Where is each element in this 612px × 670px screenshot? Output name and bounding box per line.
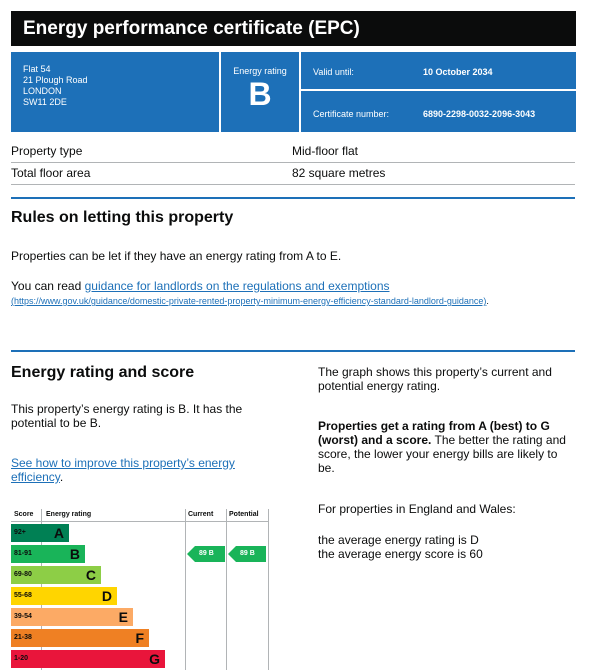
- rating-column-header: Energy rating: [46, 511, 92, 518]
- average-score: the average energy score is 60: [318, 547, 483, 561]
- property-type-label: Property type: [11, 144, 83, 158]
- improve-efficiency-link[interactable]: See how to improve this property’s energy efficiency: [11, 456, 235, 484]
- improve-paragraph: [11, 456, 281, 484]
- guidance-url-link[interactable]: (https://www.gov.uk/guidance/domestic-private-rented-property-minimum-energy-efficiency-standard-landlord-guidance): [11, 296, 487, 306]
- certificate-summary: [11, 52, 576, 132]
- energy-rating-label: Energy rating: [233, 66, 287, 76]
- band-bar: A: [41, 524, 69, 542]
- header-rule: [11, 521, 269, 522]
- band-bar: D: [41, 587, 117, 605]
- floor-area-label: Total floor area: [11, 166, 91, 180]
- certificate-number-label: Certificate number:: [313, 109, 390, 119]
- guidance-suffix: .: [486, 296, 489, 306]
- column-divider: [268, 509, 269, 670]
- band-bar: E: [41, 608, 133, 626]
- potential-column-header: Potential: [229, 511, 259, 518]
- address-line-2: 21 Plough Road: [23, 75, 88, 85]
- certificate-number: [301, 93, 576, 132]
- band-score-range: 1-20: [11, 650, 41, 668]
- potential-rating-arrow-label: 89 B: [236, 546, 266, 562]
- current-rating-arrow-label: 89 B: [195, 546, 225, 562]
- valid-until-label: Valid until:: [313, 67, 354, 77]
- band-bar: B: [41, 545, 85, 563]
- band-score-range: 81-91: [11, 545, 41, 563]
- valid-until: [301, 52, 576, 91]
- section-divider: [11, 350, 575, 352]
- band-score-range: 69-80: [11, 566, 41, 584]
- rating-description: This property’s energy rating is B. It has the potential to be B.: [11, 402, 243, 430]
- band-bar: C: [41, 566, 101, 584]
- rating-explanation: [318, 419, 576, 475]
- address-line-1: Flat 54: [23, 64, 51, 74]
- band-score-range: 39-54: [11, 608, 41, 626]
- section-divider: [11, 197, 575, 199]
- band-bar: G: [41, 650, 165, 668]
- graph-explanation: The graph shows this property’s current and potential energy rating.: [318, 365, 552, 393]
- energy-rating-chart: [11, 509, 269, 670]
- guidance-prefix: You can read: [11, 279, 85, 293]
- rating-explanation-bold: Properties get a rating from A (best) to G (worst) and a score.: [318, 419, 550, 447]
- current-column-header: Current: [188, 511, 214, 518]
- property-type-row: [11, 140, 575, 163]
- guidance-link[interactable]: guidance for landlords on the regulations and exemptions: [84, 279, 390, 293]
- score-heading: Energy rating and score: [11, 364, 195, 381]
- property-address: [11, 52, 216, 132]
- rules-guidance: [11, 279, 571, 307]
- regional-heading: For properties in England and Wales:: [318, 502, 516, 516]
- rules-text: Properties can be let if they have an energy rating from A to E.: [11, 249, 342, 263]
- column-divider: [185, 509, 186, 670]
- band-score-range: 55-68: [11, 587, 41, 605]
- average-rating: the average energy rating is D: [318, 533, 479, 547]
- rules-heading: Rules on letting this property: [11, 209, 234, 226]
- column-divider: [226, 509, 227, 670]
- improve-suffix: .: [59, 470, 64, 484]
- band-bar: F: [41, 629, 149, 647]
- floor-area-value: 82 square metres: [292, 166, 386, 180]
- rating-explanation-rest: The better the rating and score, the lower your energy bills are likely to be.: [318, 433, 566, 475]
- valid-until-value: 10 October 2034: [423, 67, 493, 77]
- energy-rating-value: B: [248, 76, 272, 112]
- property-type-value: Mid-floor flat: [292, 144, 359, 158]
- address-line-4: SW11 2DE: [23, 97, 67, 107]
- band-score-range: 21-38: [11, 629, 41, 647]
- band-score-range: 92+: [11, 524, 41, 542]
- floor-area-row: [11, 162, 575, 185]
- page-title: Energy performance certificate (EPC): [11, 11, 576, 46]
- energy-rating-box: [219, 52, 301, 132]
- address-line-3: LONDON: [23, 86, 62, 96]
- score-column-header: Score: [14, 511, 34, 518]
- certificate-number-value: 6890-2298-0032-2096-3043: [423, 109, 536, 119]
